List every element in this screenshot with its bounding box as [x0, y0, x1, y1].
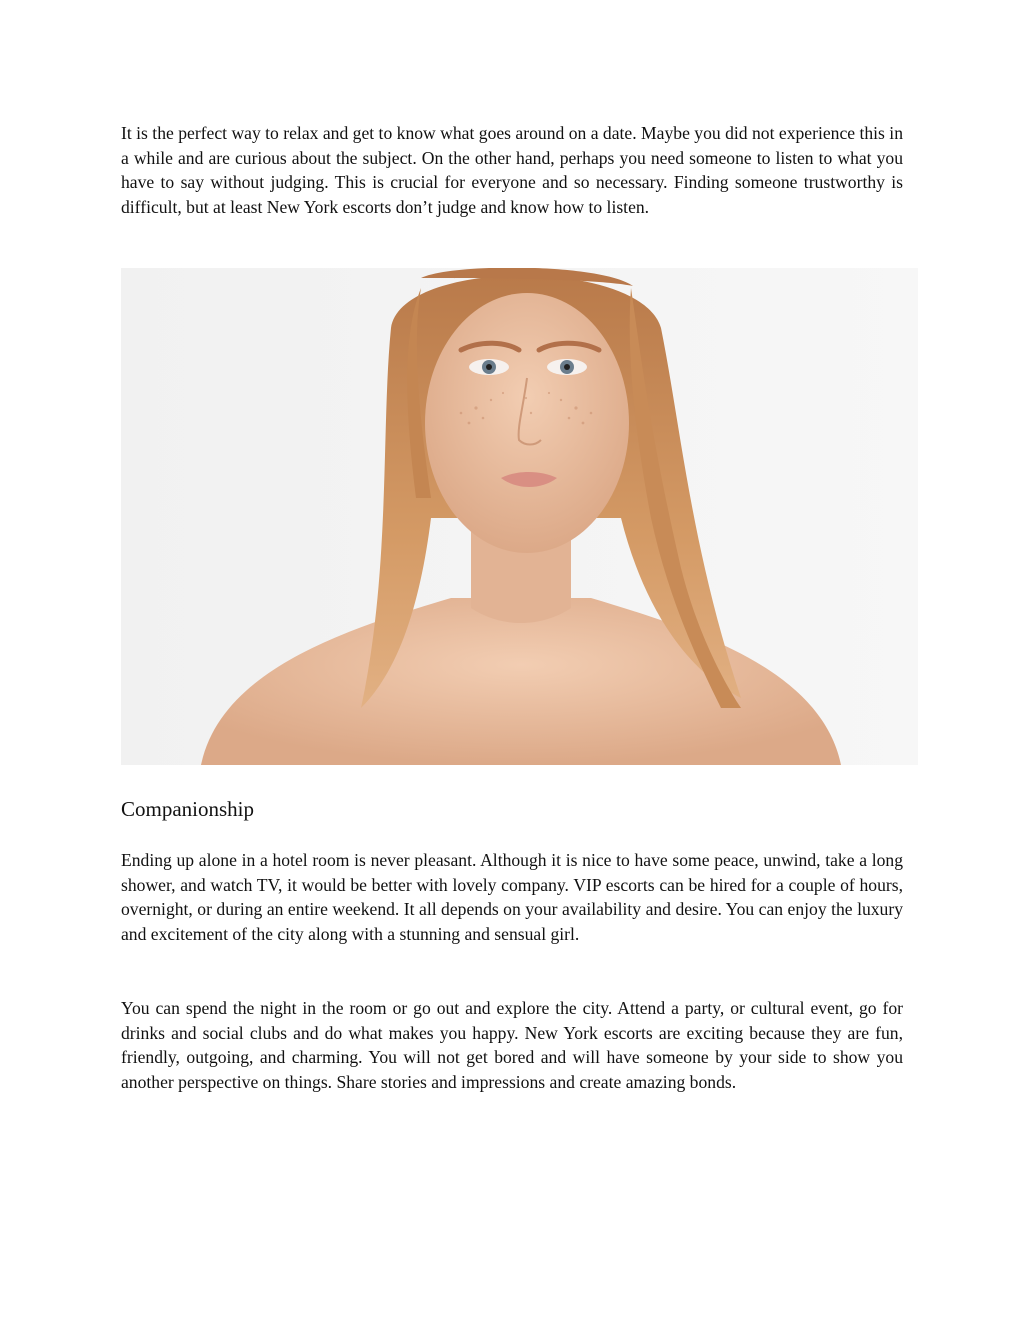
companionship-paragraph-1: Ending up alone in a hotel room is never pleasant. Although it is nice to have some peace, unwind, take a long shower, and watch TV, it would be better with lovely company. VIP escorts can be hired for a couple of hours, overnight, or during an entire weekend. It all depends on your availability and desire. You can enjoy the luxury and excitement of the city along with a stunning and sensual girl.: [121, 850, 903, 944]
companionship-paragraph-2: You can spend the night in the room or go out and explore the city. Attend a party, or cultural event, go for drinks and social clubs and do what makes you happy. New York escorts are exciting because they are fun, friendly, outgoing, and charming. You will not get bored and will have someone by your side to show you another perspective on things. Share stories and impressions and create amazing bonds.: [121, 998, 903, 1092]
section-heading: Companionship: [121, 797, 255, 821]
portrait-photo: [121, 268, 918, 765]
intro-paragraph: It is the perfect way to relax and get to know what goes around on a date. Maybe you did not experience this in a while and are curious about the subject. On the other hand, perhaps you need someone to listen to what you have to say without judging. This is crucial for everyone and so necessary. Finding someone trustworthy is difficult, but at least New York escorts don’t judge and know how to listen.: [121, 123, 903, 217]
